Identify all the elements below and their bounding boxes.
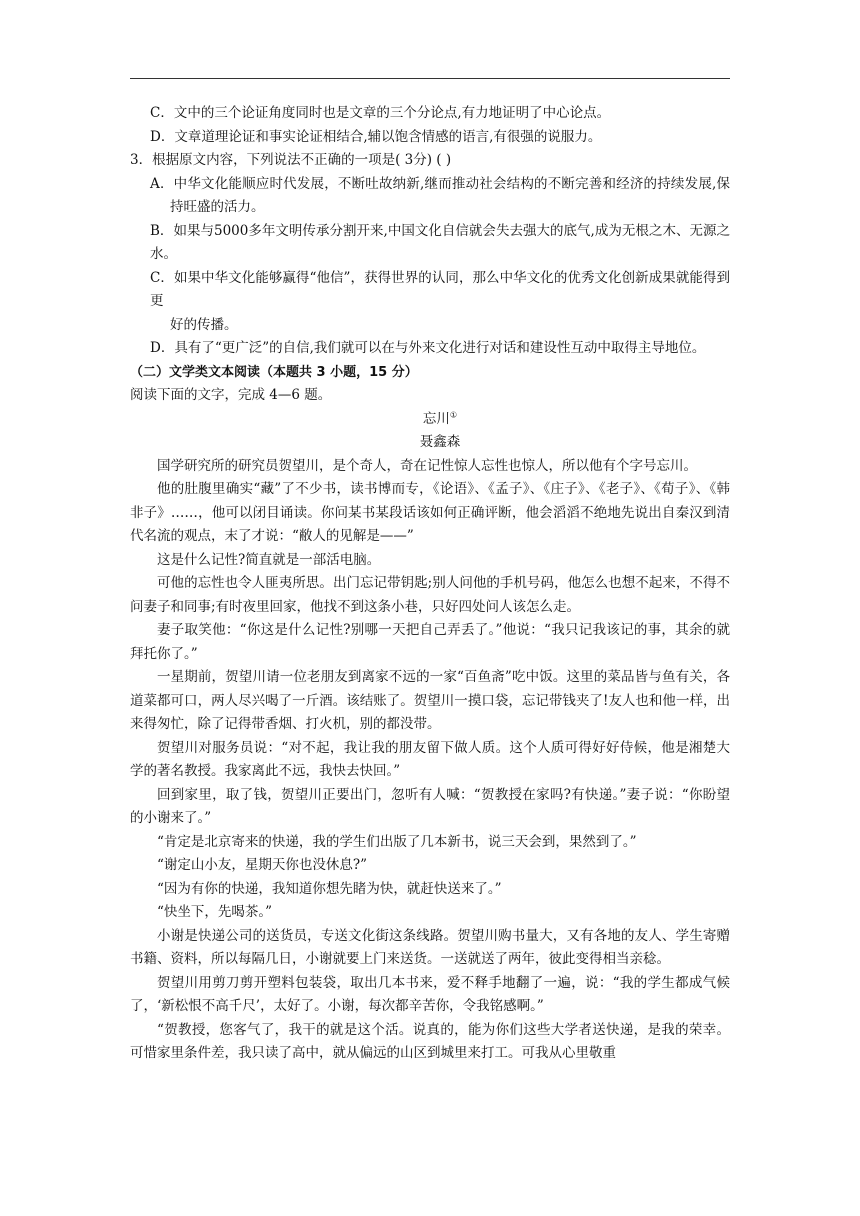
story-paragraph: 贺望川用剪刀剪开塑料包装袋，取出几本书来，爱不释手地翻了一遍，说：“我的学生都成气候了，‘新松恨不高千尺’，太好了。小谢，每次都辛苦你，令我铭感啊。” bbox=[130, 974, 730, 1014]
footnote-marker: ① bbox=[449, 410, 458, 419]
story-paragraph: 可他的忘性也令人匪夷所思。出门忘记带钥匙;别人问他的手机号码，他怎么也想不起来，不得不问妻子和同事;有时夜里回家，他找不到这条小巷，只好四处问人该怎么走。 bbox=[130, 575, 730, 615]
story-paragraph: “贺教授，您客气了，我干的就是这个活。说真的，能为你们这些大学者送快递，是我的荣幸。可惜家里条件差，我只读了高中，就从偏远的山区到城里来打工。可我从心里敬重 bbox=[130, 1021, 730, 1061]
option-a-q3: A．中华文化能顺应时代发展，不断吐故纳新,继而推动社会结构的不断完善和经济的持续发展,保持旺盛的活力。 bbox=[150, 175, 730, 215]
story-paragraph: 这是什么记性?简直就是一部活电脑。 bbox=[157, 551, 381, 568]
option-c-q3-continued: 好的传播。 bbox=[170, 316, 238, 333]
section-heading: （二）文学类文本阅读（本题共 3 小题，15 分） bbox=[130, 364, 418, 380]
question-3-stem: 3．根据原文内容，下列说法不正确的一项是( 3分) ( ) bbox=[130, 152, 452, 168]
story-paragraph: 国学研究所的研究员贺望川，是个奇人，奇在记性惊人忘性也惊人，所以他有个字号忘川。 bbox=[157, 457, 697, 474]
story-author: 聂鑫森 bbox=[419, 434, 461, 450]
reading-instruction: 阅读下面的文字，完成 4—6 题。 bbox=[130, 387, 332, 403]
header-rule bbox=[130, 78, 730, 79]
story-paragraph: “肯定是北京寄来的快递，我的学生们出版了几本新书，说三天会到，果然到了。” bbox=[157, 833, 637, 850]
option-d-q2: D．文章道理论证和事实论证相结合,辅以饱含情感的语言,有很强的说服力。 bbox=[150, 128, 602, 145]
story-paragraph: 他的肚腹里确实“藏”了不少书，读书博而专，《论语》、《孟子》、《庄子》、《老子》、《荀子》、《韩非子》……，他可以闭目诵读。你问某书某段话该如何正确评断，他会滔滔不绝地先说出自秦汉到清代名流的观点，末了才说：“敝人的见解是——” bbox=[130, 481, 730, 544]
option-c-q3: C．如果中华文化能够赢得“他信”，获得世界的认同，那么中华文化的优秀文化创新成果就能得到更 bbox=[150, 269, 730, 309]
option-b-q3: B．如果与5000多年文明传承分割开来,中国文化自信就会失去强大的底气,成为无根之木、无源之水。 bbox=[150, 222, 730, 262]
story-paragraph: “快坐下，先喝茶。” bbox=[157, 904, 273, 920]
story-paragraph: “因为有你的快递，我知道你想先睹为快，就赶快送来了。” bbox=[157, 880, 502, 897]
document-body bbox=[130, 102, 730, 1066]
story-paragraph: 小谢是快递公司的送货员，专送文化街这条线路。贺望川购书量大，又有各地的友人、学生寄赠书籍、资料，所以每隔几日，小谢就要上门来送货。一送就送了两年，彼此变得相当亲稔。 bbox=[130, 927, 730, 967]
story-paragraph: 回到家里，取了钱，贺望川正要出门，忽听有人喊：“贺教授在家吗?有快递。”妻子说：“你盼望的小谢来了。” bbox=[130, 786, 730, 826]
option-c-q2: C．文中的三个论证角度同时也是文章的三个分论点,有力地证明了中心论点。 bbox=[150, 105, 611, 121]
story-title-text: 忘川 bbox=[422, 410, 450, 427]
story-paragraph: “谢定山小友，星期天你也没休息?” bbox=[157, 857, 368, 873]
option-d-q3: D．具有了“更广泛”的自信,我们就可以在与外来文化进行对话和建设性互动中取得主导地位。 bbox=[150, 340, 706, 356]
story-paragraph: 一星期前，贺望川请一位老朋友到离家不远的一家“百鱼斋”吃中饭。这里的菜品皆与鱼有关，各道菜都可口，两人尽兴喝了一斤酒。该结账了。贺望川一摸口袋，忘记带钱夹了!友人也和他一样，出来得匆忙，除了记得带香烟、打火机，别的都没带。 bbox=[130, 669, 730, 732]
story-paragraph: 贺望川对服务员说：“对不起，我让我的朋友留下做人质。这个人质可得好好侍候，他是湘楚大学的著名教授。我家离此不远，我快去快回。” bbox=[130, 739, 730, 779]
story-paragraph: 妻子取笑他：“你这是什么记性?别哪一天把自己弄丢了。”他说：“我只记我该记的事，其余的就拜托你了。” bbox=[130, 622, 730, 662]
story-title bbox=[150, 408, 730, 432]
